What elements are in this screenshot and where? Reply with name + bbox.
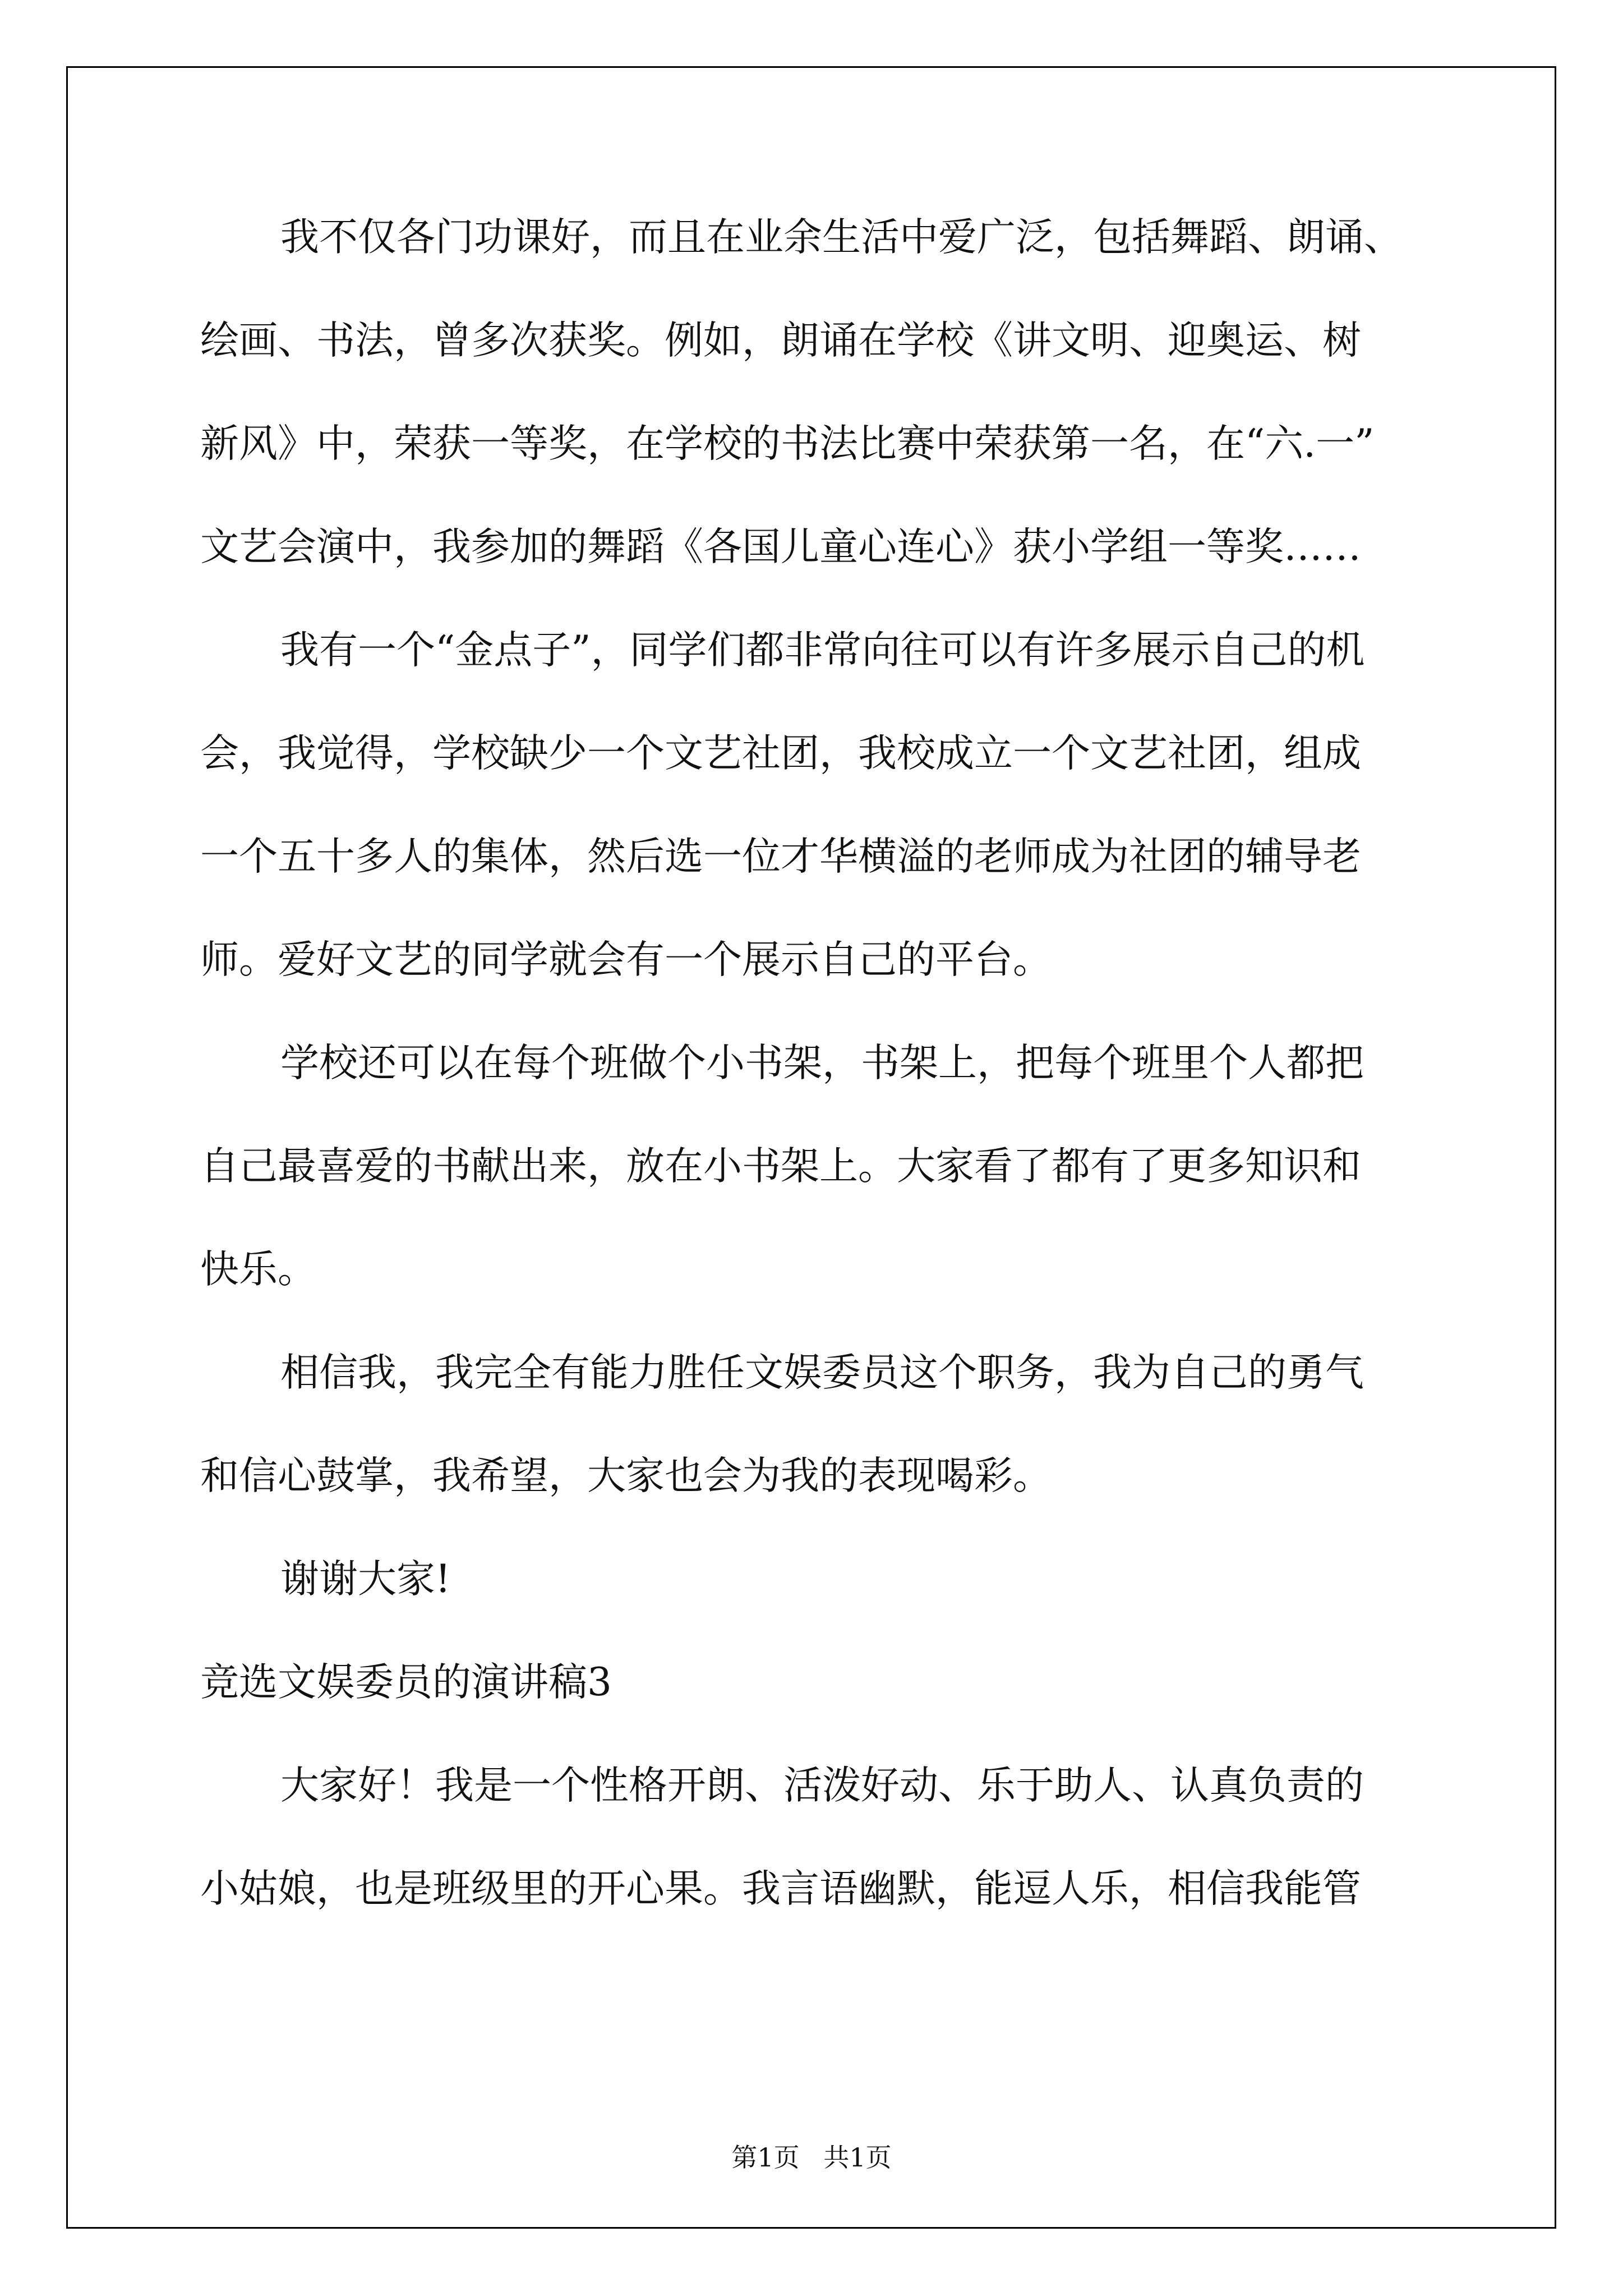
text-line: 我不仅各门功课好，而且在业余生活中爱广泛，包括舞蹈、朗诵、 xyxy=(280,215,1403,260)
text-line: 相信我，我完全有能力胜任文娱委员这个职务，我为自己的勇气 xyxy=(280,1350,1364,1395)
document-body xyxy=(200,212,1490,1967)
text-line: 会，我觉得，学校缺少一个文艺社团，我校成立一个文艺社团，组成 xyxy=(200,731,1361,776)
text-line: 文艺会演中，我参加的舞蹈《各国儿童心连心》获小学组一等奖…… xyxy=(200,524,1361,569)
text-line: 大家好！我是一个性格开朗、活泼好动、乐于助人、认真负责的 xyxy=(280,1763,1364,1808)
page-footer xyxy=(0,2137,1623,2174)
text-line: 快乐。 xyxy=(200,1247,316,1292)
text-line: 绘画、书法，曾多次获奖。例如，朗诵在学校《讲文明、迎奥运、树 xyxy=(200,318,1361,363)
text-line: 自己最喜爱的书献出来，放在小书架上。大家看了都有了更多知识和 xyxy=(200,1144,1361,1189)
text-line: 学校还可以在每个班做个小书架，书架上，把每个班里个人都把 xyxy=(280,1041,1364,1085)
page-total: 共1页 xyxy=(823,2142,892,2173)
text-line: 师。爱好文艺的同学就会有一个展示自己的平台。 xyxy=(200,937,1052,982)
text-line: 谢谢大家! xyxy=(280,1557,451,1602)
text-line: 小姑娘，也是班级里的开心果。我言语幽默，能逗人乐，相信我能管 xyxy=(200,1866,1361,1911)
text-line: 我有一个“金点子”，同学们都非常向往可以有许多展示自己的机 xyxy=(280,628,1365,673)
section-heading: 竞选文娱委员的演讲稿3 xyxy=(200,1660,612,1705)
text-line: 新风》中，荣获一等奖，在学校的书法比赛中荣获第一名，在“六.一” xyxy=(200,421,1375,466)
page-number: 第1页 xyxy=(731,2142,800,2173)
text-line: 一个五十多人的集体，然后选一位才华横溢的老师成为社团的辅导老 xyxy=(200,834,1361,879)
text-line: 和信心鼓掌，我希望，大家也会为我的表现喝彩。 xyxy=(200,1453,1052,1498)
